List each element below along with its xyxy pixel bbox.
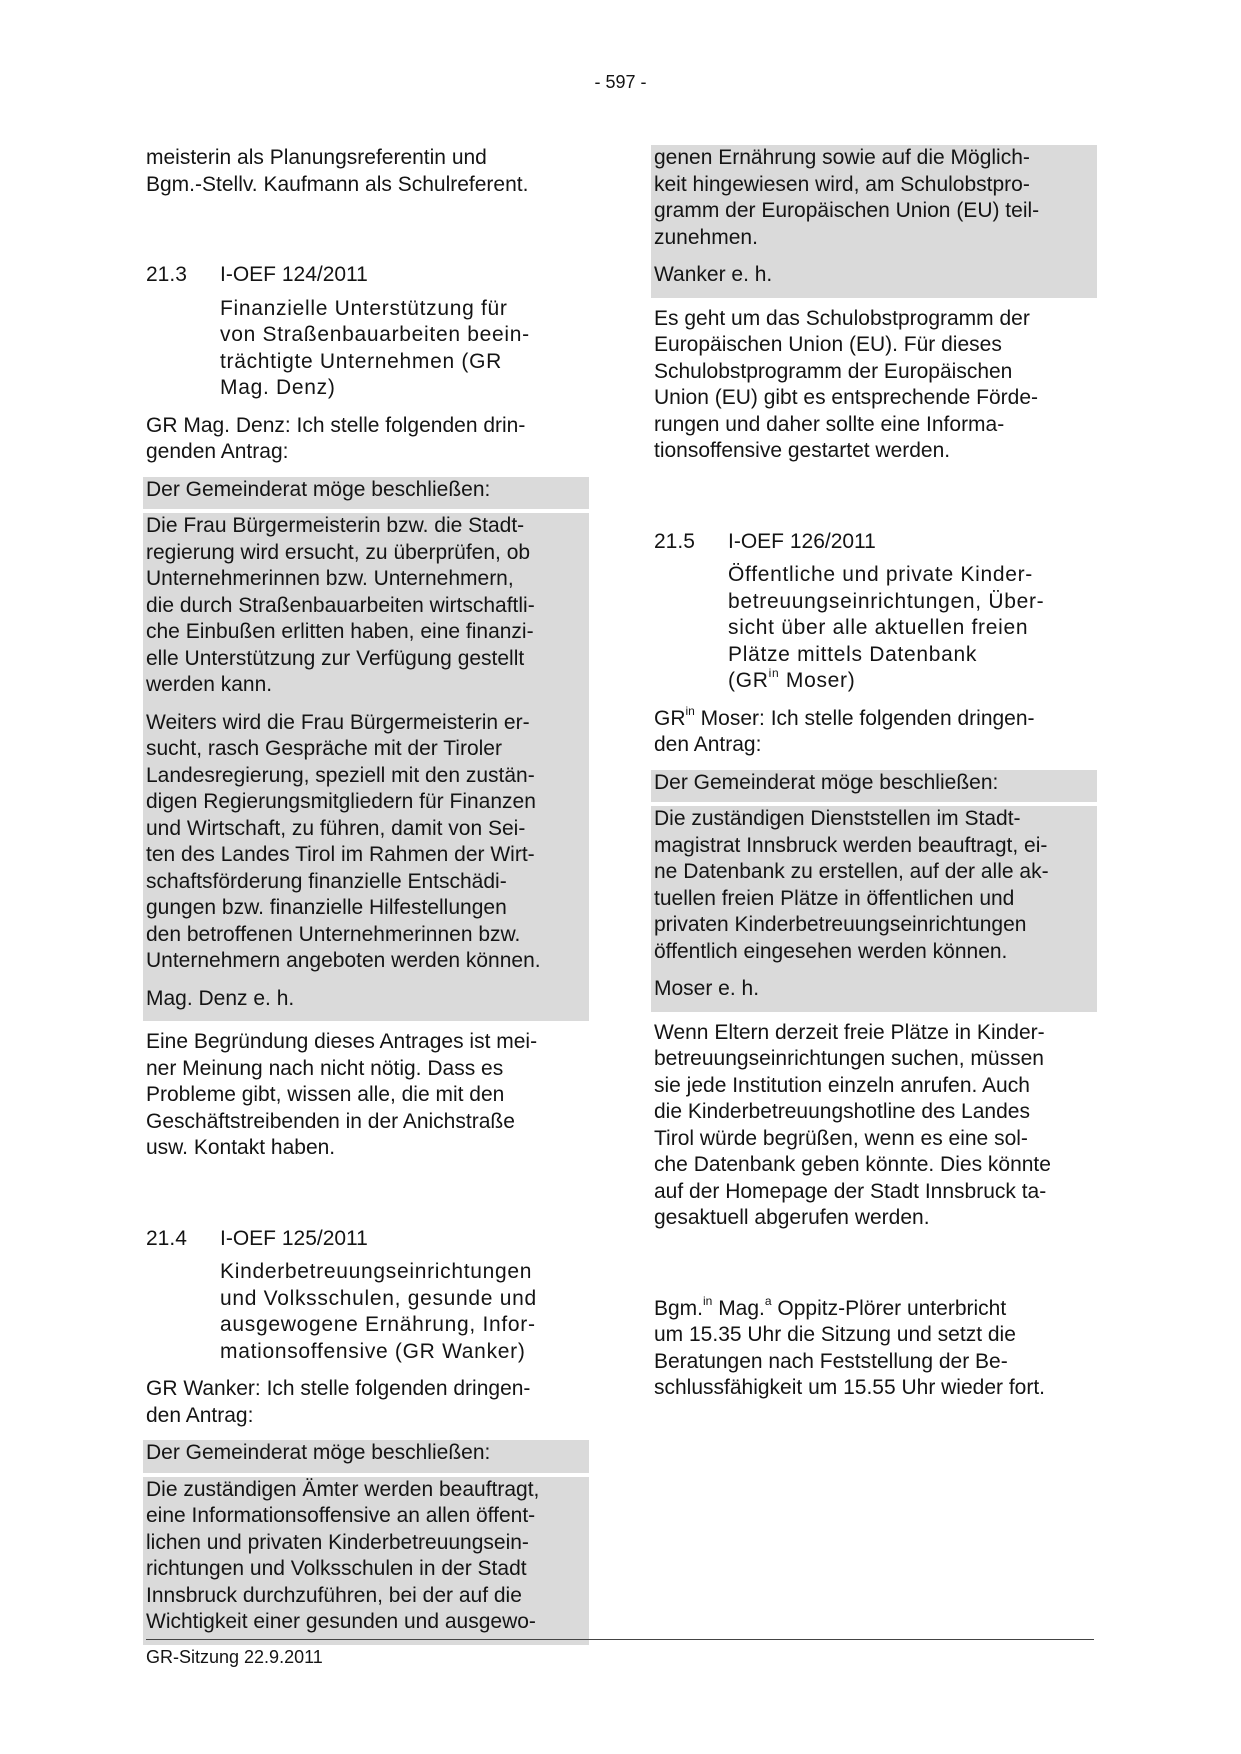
speaker-paragraph: GR Wanker: Ich stelle folgenden dringen- den Antrag: [146,1377,531,1427]
item-title-last-post: Moser) [779,669,856,692]
gender-suffix: in [685,703,695,718]
item-21-5-heading [654,529,1094,556]
left-column [146,145,586,1645]
item-number: 21.5 [654,529,695,553]
interruption-text: Oppitz-Plörer unterbricht um 15.35 Uhr die Sitzung und setzt die Beratungen nach Feststellung der Be- schlussfähigkeit um 15.55 Uhr wieder fort. [654,1296,1046,1399]
reason-paragraph: Wenn Eltern derzeit freie Plätze in Kinder- betreuungseinrichtungen suchen, müssen sie jede Institution einzeln anrufen. Auch die Kinderbetreuungshotline des Landes Tirol würde begrüßen, wenn es eine sol- che Datenbank geben könnte. Dies könnte auf der Homepage der Stadt Innsbruck ta- gesaktuell abgerufen werden. [654,1020,1051,1229]
item-reference: I-OEF 125/2011 [220,1226,368,1250]
motion-heading: Der Gemeinderat möge beschließen: [654,770,999,794]
motion-signature: Mag. Denz e. h. [146,986,295,1010]
gender-suffix: in [768,666,780,680]
reason-paragraph: Es geht um das Schulobstprogramm der Europäischen Union (EU). Für dieses Schulobstprogramm der Europäischen Union (EU) gibt es entsprechende Förde- rungen und daher sollte eine Informa- tionsoffensive gestartet werden. [654,306,1039,462]
item-title-last-pre: (GR [728,669,769,692]
item-number: 21.3 [146,263,187,286]
right-column [654,145,1094,1413]
motion-paragraph: Weiters wird die Frau Bürgermeisterin er- sucht, rasch Gespräche mit der Tiroler Landesregierung, speziell mit den zustän- digen Regierungsmitgliedern für Finanzen und Wirtschaft, zu führen, damit von Sei- ten des Landes Tirol im Rahmen der Wirt- schaftsförderung finanzielle Entschädi- gungen bzw. finanzielle Hilfestellungen den betroffenen Unternehmerinnen bzw. Unternehmern angeboten werden können. [146,710,541,972]
item-title [728,562,1094,695]
motion-heading: Der Gemeinderat möge beschließen: [146,1441,491,1464]
title-mag: Mag. [712,1296,765,1320]
motion-heading-box [143,1440,589,1473]
item-title-lines: Öffentliche und private Kinder- betreuungseinrichtungen, Über- sicht über alle aktuellen freien Plätze mittels Datenbank [728,563,1045,666]
motion-text-box [143,513,589,1021]
footer-text: GR-Sitzung 22.9.2011 [146,1647,323,1667]
page-number: - 597 - [594,72,647,92]
footer-divider [146,1639,1094,1640]
motion-signature: Moser e. h. [654,977,760,1000]
motion-text-box [143,1477,589,1645]
speaker-paragraph [654,703,1094,759]
item-21-3-heading [146,262,586,289]
interruption-note [654,1293,1094,1402]
motion-heading-box [651,770,1097,803]
motion-signature: Wanker e. h. [654,263,773,286]
item-reference: I-OEF 126/2011 [728,529,876,553]
motion-heading: Der Gemeinderat möge beschließen: [146,477,491,501]
gender-suffix: a [764,1293,772,1308]
item-title: Kinderbetreuungseinrichtungen und Volksschulen, gesunde und ausgewogene Ernährung, Infor- mationsoffensive (GR Wanker) [220,1260,537,1363]
motion-paragraph: genen Ernährung sowie auf die Möglich- keit hingewiesen wird, am Schulobstpro- gramm der Europäischen Union (EU) teil- zunehmen. [654,146,1040,249]
motion-text-box [651,806,1097,1012]
gender-suffix: in [703,1293,713,1308]
item-21-4-heading [146,1226,586,1253]
intro-paragraph: meisterin als Planungsreferentin und Bgm.-Stellv. Kaufmann als Schulreferent. [146,146,529,196]
speaker-paragraph: GR Mag. Denz: Ich stelle folgenden drin- genden Antrag: [146,413,526,463]
motion-paragraph: Die zuständigen Ämter werden beauftragt, eine Informationsoffensive an allen öffent- lichen und privaten Kinderbetreuungsein- richtungen und Volksschulen in der Stadt Innsbruck durchzuführen, bei der auf die Wichtigkeit einer gesunden und ausgewo- [146,1477,540,1633]
motion-paragraph: Die Frau Bürgermeisterin bzw. die Stadt- regierung wird ersucht, zu überprüfen, ob Unternehmerinnen bzw. Unternehmern, die durch Straßenbauarbeiten wirtschaftli- che Einbußen erlitten haben, eine finanzi- elle Unterstützung zur Verfügung gestellt werden kann. [146,514,535,696]
speaker-prefix: GR [654,706,686,730]
title-bgm: Bgm. [654,1296,704,1320]
motion-paragraph: Die zuständigen Dienststellen im Stadt- magistrat Innsbruck werden beauftragt, ei- ne Datenbank zu erstellen, auf der alle ak- tuellen freien Plätze in öffentlichen und privaten Kinderbetreuungseinrichtungen öffentlich eingesehen werden können. [654,807,1049,963]
reason-paragraph: Eine Begründung dieses Antrages ist mei- ner Meinung nach nicht nötig. Dass es Probleme gibt, wissen alle, die mit den Geschäftstreibenden in der Anichstraße usw. Kontakt haben. [146,1030,538,1159]
speaker-text: Moser: Ich stelle folgenden dringen- den Antrag: [654,706,1035,756]
item-number: 21.4 [146,1226,187,1250]
item-title: Finanzielle Unterstützung für von Straßenbauarbeiten beein- trächtigte Unternehmen (GR Mag. Denz) [220,296,530,399]
item-reference: I-OEF 124/2011 [220,263,368,286]
motion-heading-box [143,477,589,510]
motion-continuation-box [651,145,1097,298]
